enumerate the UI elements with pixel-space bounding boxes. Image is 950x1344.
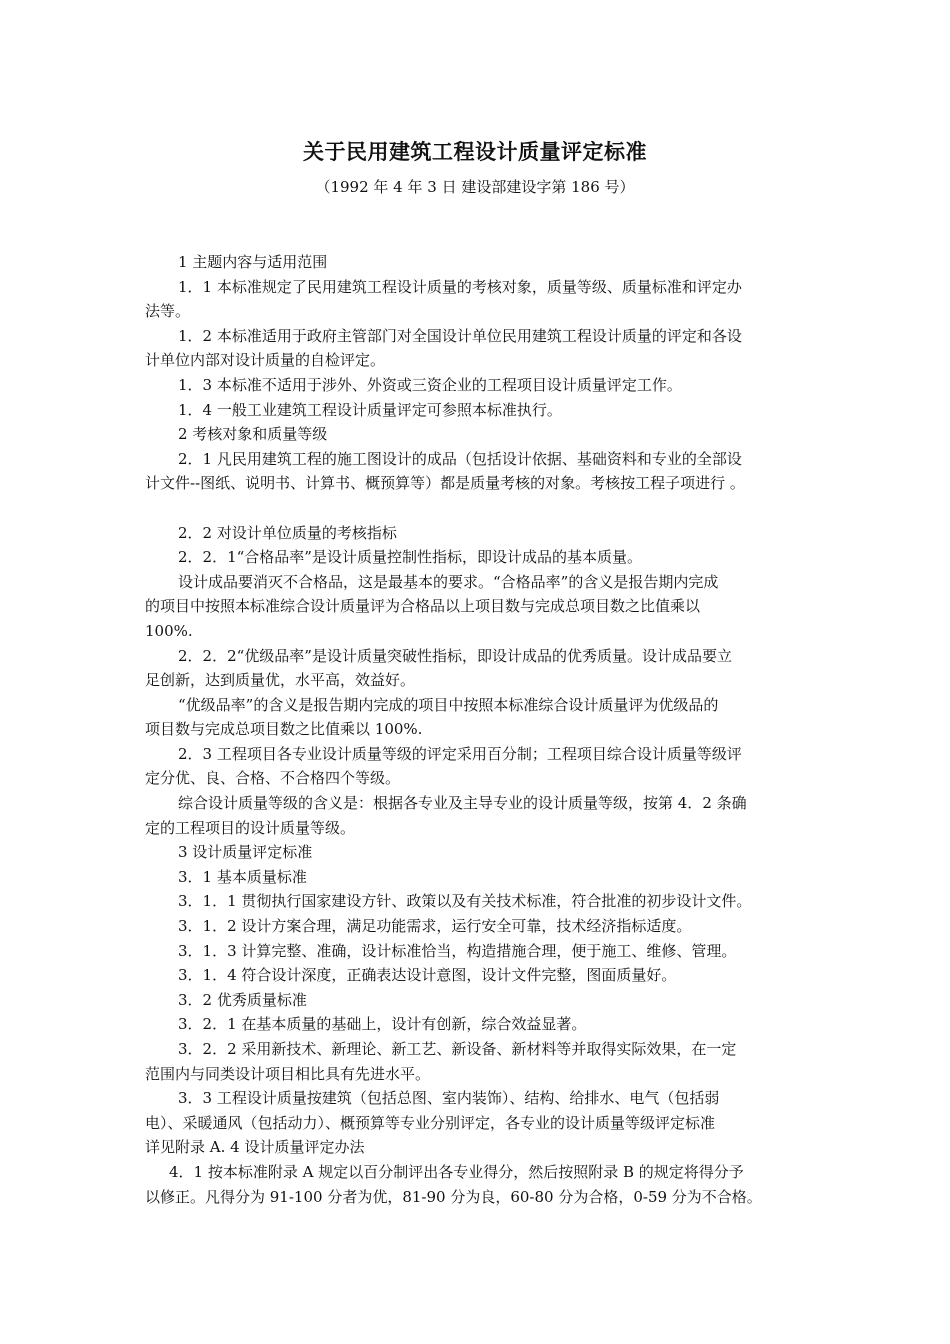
text-line: 4．1 按本标准附录 A 规定以百分制评出各专业得分，然后按照附录 B 的规定将得分予: [169, 1162, 744, 1181]
text-line: 1．1 本标准规定了民用建筑工程设计质量的考核对象，质量等级、质量标准和评定办: [178, 277, 742, 296]
text-line: 3．1 基本质量标准: [178, 867, 307, 886]
text-line: 1．3 本标准不适用于涉外、外资或三资企业的工程项目设计质量评定工作。: [178, 375, 682, 394]
text-line: 2．2．1“合格品率”是设计质量控制性指标，即设计成品的基本质量。: [178, 548, 642, 567]
text-line: 计单位内部对设计质量的自检评定。: [145, 351, 386, 370]
document-subtitle: （1992 年 4 年 3 日 建设部建设字第 186 号）: [315, 178, 635, 196]
text-line: [145, 496, 810, 521]
text-line: 3．2 优秀质量标准: [178, 990, 307, 1009]
text-line: 3．1．4 符合设计深度，正确表达设计意图，设计文件完整，图面质量好。: [178, 966, 677, 985]
text-line: 的项目中按照本标准综合设计质量评为合格品以上项目数与完成总项目数之比值乘以: [145, 597, 701, 616]
text-line: 3．1．3 计算完整、准确，设计标准恰当，构造措施合理，便于施工、维修、管理。: [178, 941, 737, 960]
text-line: 3．2．2 采用新技术、新理论、新工艺、新设备、新材料等并取得实际效果，在一定: [178, 1040, 737, 1058]
text-line: 定分优、良、合格、不合格四个等级。: [145, 769, 401, 788]
text-line: 范围内与同类设计项目相比具有先进水平。: [145, 1064, 431, 1083]
text-line: 项目数与完成总项目数之比值乘以 100%.: [145, 720, 423, 739]
text-line: 电）、采暖通风（包括动力）、概预算等专业分别评定，各专业的设计质量等级评定标准: [145, 1113, 716, 1132]
text-line: 1．4 一般工业建筑工程设计质量评定可参照本标准执行。: [178, 400, 562, 419]
text-line: 3．1．2 设计方案合理，满足功能需求，运行安全可靠，技术经济指标适度。: [178, 917, 692, 936]
document-title: 关于民用建筑工程设计质量评定标准: [303, 139, 647, 164]
text-line: “优级品率”的含义是报告期内完成的项目中按照本标准综合设计质量评为优级品的: [178, 695, 719, 714]
text-line: 计文件--图纸、说明书、计算书、概预算等）都是质量考核的对象。考核按工程子项进行 。: [145, 474, 745, 493]
document-body: [145, 250, 810, 1209]
text-line: 3 设计质量评定标准: [178, 843, 313, 862]
text-line: 法等。: [145, 302, 191, 321]
text-line: 2．2 对设计单位质量的考核指标: [178, 523, 397, 542]
text-line: 详见附录 A. 4 设计质量评定办法: [145, 1138, 365, 1157]
text-line: 100%.: [145, 621, 193, 640]
text-line: 2 考核对象和质量等级: [178, 425, 328, 444]
text-line: 综合设计质量等级的含义是：根据各专业及主导专业的设计质量等级，按第 4．2 条确: [178, 794, 747, 813]
text-line: 以修正。凡得分为 91-100 分者为优，81-90 分为良，60-80 分为合格，0-59 分为不合格。: [145, 1187, 762, 1206]
text-line: 2．3 工程项目各专业设计质量等级的评定采用百分制；工程项目综合设计质量等级评: [178, 744, 742, 763]
text-line: 设计成品要消灭不合格品，这是最基本的要求。“合格品率”的含义是报告期内完成: [178, 572, 719, 591]
text-line: 3．1．1 贯彻执行国家建设方针、政策以及有关技术标准，符合批准的初步设计文件。: [178, 892, 752, 911]
text-line: 3．3 工程设计质量按建筑（包括总图、室内装饰）、结构、给排水、电气（包括弱: [178, 1089, 720, 1108]
text-line: 2．1 凡民用建筑工程的施工图设计的成品（包括设计依据、基础资料和专业的全部设: [178, 449, 742, 468]
text-line: 1．2 本标准适用于政府主管部门对全国设计单位民用建筑工程设计质量的评定和各设: [178, 326, 742, 345]
text-line: 足创新，达到质量优，水平高，效益好。: [145, 671, 416, 690]
text-line: 定的工程项目的设计质量等级。: [145, 818, 356, 837]
text-line: 1 主题内容与适用范围: [178, 253, 328, 271]
text-line: 3．2．1 在基本质量的基础上，设计有创新，综合效益显著。: [178, 1015, 587, 1034]
text-line: 2．2．2“优级品率”是设计质量突破性指标，即设计成品的优秀质量。设计成品要立: [178, 646, 732, 665]
